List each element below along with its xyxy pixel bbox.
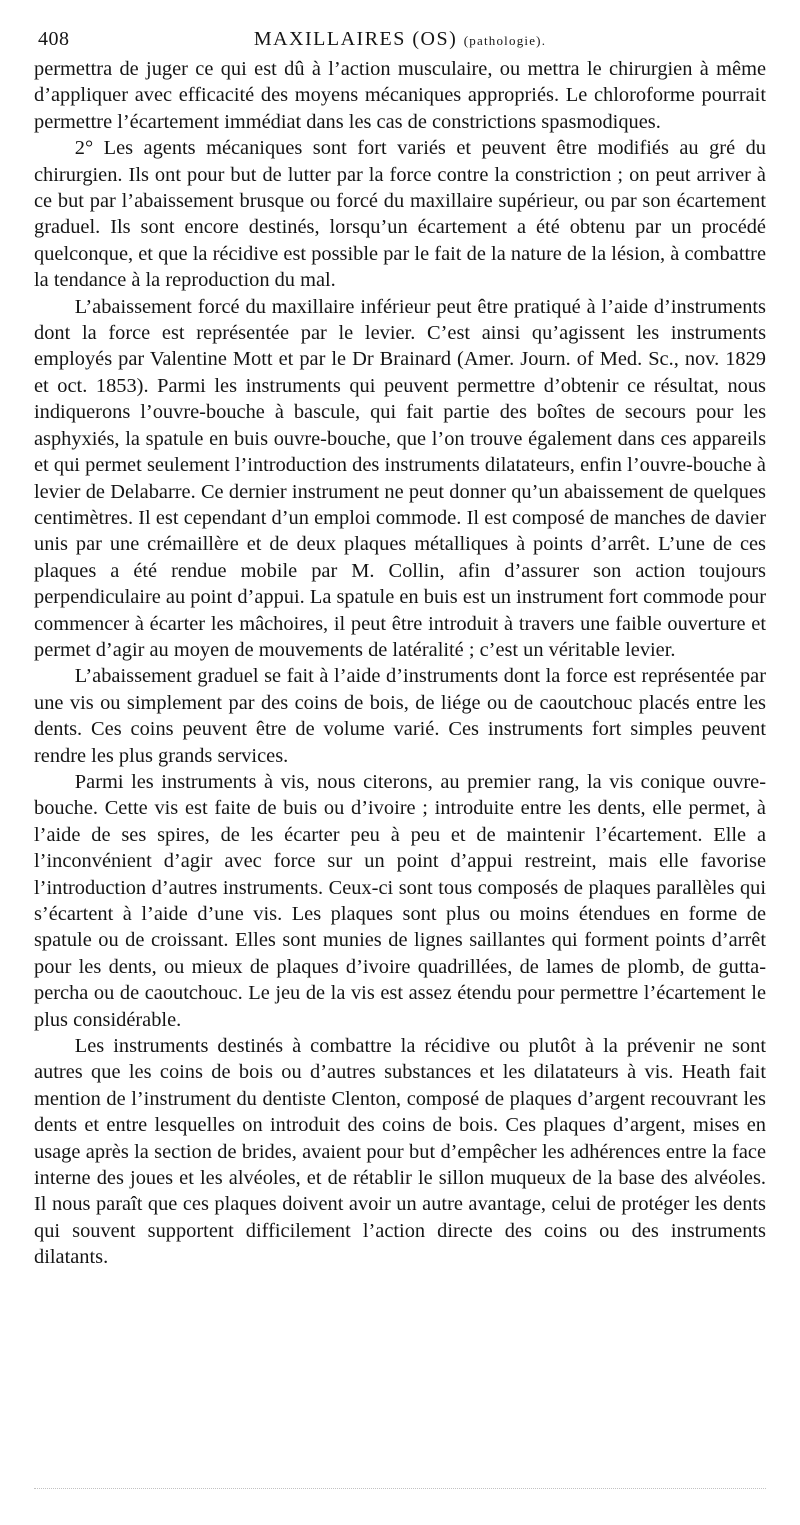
paragraph: L’abaissement graduel se fait à l’aide d’instruments dont la force est représentée par une vis ou simplement par des coins de bois, de liége ou de caoutchouc placés entre les dents. Ces coins peuvent être de volume varié. Ces instruments fort simples peuvent rendre les plus grands services. [34,665,766,767]
paragraph: Les instruments destinés à combattre la récidive ou plutôt à la prévenir ne sont autres que les coins de bois ou d’autres substances et les dilatateurs à vis. Heath fait mention de l’instrument du dentiste Clenton, composé de plaques d’argent recouvrant les dents et entre lesquelles on introduit des coins de bois. Ces plaques d’argent, mises en usage après la section de brides, avaient pour but d’empêcher les adhérences entre la face interne des joues et les alvéoles, et de rétablir le sillon muqueux de la base des alvéoles. Il nous paraît que ces plaques doivent avoir un autre avantage, celui de protéger les dents qui souvent supportent difficilement l’action directe des coins ou des instruments dilatants. [34,1035,766,1269]
running-title-subtitle: (pathologie). [463,33,547,48]
paragraph: Parmi les instruments à vis, nous citerons, au premier rang, la vis conique ouvre-bouche. Cette vis est faite de buis ou d’ivoire ; introduite entre les dents, elle permet, à l’aide de ses spires, de les écarter peu à peu et de maintenir l’écartement. Elle a l’inconvénient d’agir avec force sur un point d’appui restreint, mais elle favorise l’introduction d’autres instruments. Ceux-ci sont tous composés de plaques parallèles qui s’écartent à l’aide d’une vis. Les plaques sont plus ou moins étendues en forme de spatule ou de croissant. Elles sont munies de lignes saillantes qui forment points d’arrêt pour les dents, ou mieux de plaques d’ivoire quadrillées, de lames de plomb, de gutta-percha ou de caoutchouc. Le jeu de la vis est assez étendu pour permettre l’écartement le plus considérable. [34,770,766,1031]
paragraph: 2° Les agents mécaniques sont fort variés et peuvent être modifiés au gré du chirurgien. Ils ont pour but de lutter par la force contre la constriction ; on peut arriver à ce but par l’abaissement brusque ou forcé du maxillaire supérieur, ou par son écartement graduel. Ils sont encore destinés, lorsqu’un écartement a été obtenu par un procédé quelconque, et que la récidive est possible par le fait de la nature de la lésion, à combattre la tendance à la reproduction du mal. [34,137,766,292]
running-head [34,22,766,56]
body-text [34,56,766,1271]
running-title-main: MAXILLAIRES (OS) [253,28,458,50]
book-page [34,22,766,1271]
paragraph: permettra de juger ce qui est dû à l’action musculaire, ou mettra le chirurgien à même d’appliquer avec efficacité des moyens mécaniques appropriés. Le chloroforme pourrait permettre l’écartement immédiat dans les cas de constrictions spasmodiques. [34,58,766,133]
page-number: 408 [38,28,70,50]
running-title [34,28,766,51]
paragraph: L’abaissement forcé du maxillaire inférieur peut être pratiqué à l’aide d’instruments dont la force est représentée par le levier. C’est ainsi qu’agissent les instruments employés par Valentine Mott et par le Dr Brainard (Amer. Journ. of Med. Sc., nov. 1829 et oct. 1853). Parmi les instruments qui peuvent permettre d’obtenir ce résultat, nous indiquerons l’ouvre-bouche à bascule, qui fait partie des boîtes de secours pour les asphyxiés, la spatule en buis ouvre-bouche, que l’on trouve également dans ces appareils et qui permet seulement l’introduction des instruments dilatateurs, enfin l’ouvre-bouche à levier de Delabarre. Ce dernier instrument ne peut donner qu’un abaissement de quelques centimètres. Il est cependant d’un emploi commode. Il est composé de manches de davier unis par une crémaillère et de deux plaques métalliques à points d’arrêt. L’une de ces plaques a été rendue mobile par M. Collin, afin d’assurer son action toujours perpendiculaire au point d’appui. La spatule en buis est un instrument fort commode pour commencer à écarter les mâchoires, il peut être introduit à travers une faible ouverture et permet d’agir au moyen de mouvements de latéralité ; c’est un véritable levier. [34,295,766,661]
footer-rule [34,1488,766,1489]
